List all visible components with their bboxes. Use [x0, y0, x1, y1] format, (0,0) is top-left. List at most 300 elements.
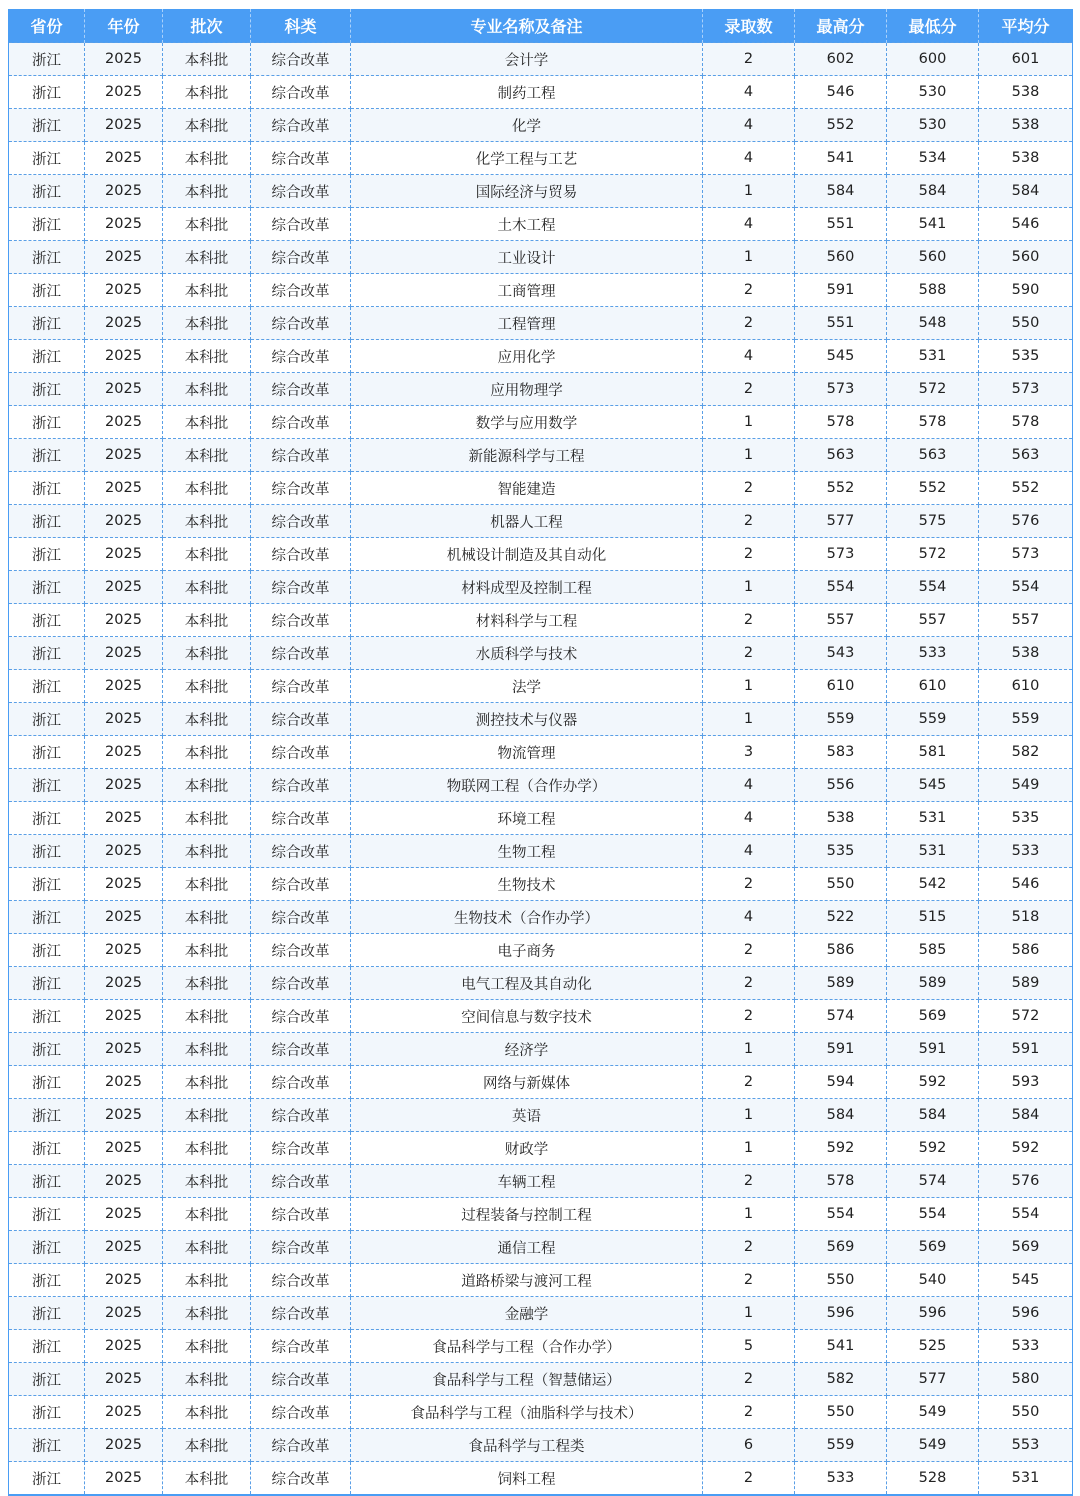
- cell-admitted-count: 2: [703, 1462, 795, 1496]
- cell-province: 浙江: [9, 1297, 85, 1330]
- cell-major-name: 化学工程与工艺: [351, 142, 703, 175]
- cell-major-name: 环境工程: [351, 802, 703, 835]
- cell-year: 2025: [85, 109, 163, 142]
- cell-year: 2025: [85, 307, 163, 340]
- cell-max-score: 559: [795, 703, 887, 736]
- cell-year: 2025: [85, 274, 163, 307]
- cell-admitted-count: 4: [703, 769, 795, 802]
- cell-year: 2025: [85, 175, 163, 208]
- cell-admitted-count: 2: [703, 637, 795, 670]
- cell-min-score: 534: [887, 142, 979, 175]
- cell-province: 浙江: [9, 802, 85, 835]
- cell-avg-score: 550: [979, 307, 1073, 340]
- cell-min-score: 585: [887, 934, 979, 967]
- cell-avg-score: 591: [979, 1033, 1073, 1066]
- cell-major-name: 应用化学: [351, 340, 703, 373]
- cell-max-score: 583: [795, 736, 887, 769]
- cell-max-score: 550: [795, 1396, 887, 1429]
- cell-batch: 本科批: [163, 76, 251, 109]
- cell-subject-type: 综合改革: [251, 1132, 351, 1165]
- cell-subject-type: 综合改革: [251, 868, 351, 901]
- cell-major-name: 水质科学与技术: [351, 637, 703, 670]
- cell-major-name: 应用物理学: [351, 373, 703, 406]
- table-row: [9, 967, 1073, 1000]
- cell-max-score: 582: [795, 1363, 887, 1396]
- cell-max-score: 541: [795, 1330, 887, 1363]
- cell-min-score: 533: [887, 637, 979, 670]
- cell-avg-score: 596: [979, 1297, 1073, 1330]
- table-row: [9, 1099, 1073, 1132]
- cell-admitted-count: 2: [703, 43, 795, 76]
- cell-province: 浙江: [9, 307, 85, 340]
- cell-batch: 本科批: [163, 736, 251, 769]
- cell-year: 2025: [85, 1363, 163, 1396]
- table-row: [9, 175, 1073, 208]
- cell-subject-type: 综合改革: [251, 1231, 351, 1264]
- cell-province: 浙江: [9, 1231, 85, 1264]
- cell-min-score: 530: [887, 76, 979, 109]
- header-avg-score: 平均分: [979, 9, 1073, 43]
- cell-admitted-count: 1: [703, 1099, 795, 1132]
- cell-min-score: 584: [887, 175, 979, 208]
- header-max-score: 最高分: [795, 9, 887, 43]
- table-row: [9, 1462, 1073, 1496]
- cell-admitted-count: 2: [703, 1396, 795, 1429]
- table-row: [9, 1297, 1073, 1330]
- cell-min-score: 575: [887, 505, 979, 538]
- table-row: [9, 109, 1073, 142]
- table-row: [9, 1363, 1073, 1396]
- cell-avg-score: 589: [979, 967, 1073, 1000]
- cell-year: 2025: [85, 373, 163, 406]
- table-row: [9, 43, 1073, 76]
- cell-min-score: 572: [887, 538, 979, 571]
- cell-avg-score: 549: [979, 769, 1073, 802]
- cell-avg-score: 546: [979, 868, 1073, 901]
- cell-min-score: 569: [887, 1231, 979, 1264]
- table-row: [9, 1330, 1073, 1363]
- cell-year: 2025: [85, 1165, 163, 1198]
- cell-batch: 本科批: [163, 142, 251, 175]
- cell-avg-score: 538: [979, 109, 1073, 142]
- cell-max-score: 522: [795, 901, 887, 934]
- table-row: [9, 274, 1073, 307]
- header-batch: 批次: [163, 9, 251, 43]
- cell-year: 2025: [85, 571, 163, 604]
- cell-subject-type: 综合改革: [251, 802, 351, 835]
- cell-admitted-count: 2: [703, 1363, 795, 1396]
- cell-avg-score: 580: [979, 1363, 1073, 1396]
- cell-year: 2025: [85, 604, 163, 637]
- cell-min-score: 515: [887, 901, 979, 934]
- cell-subject-type: 综合改革: [251, 505, 351, 538]
- cell-major-name: 制药工程: [351, 76, 703, 109]
- cell-admitted-count: 2: [703, 505, 795, 538]
- cell-major-name: 材料成型及控制工程: [351, 571, 703, 604]
- cell-batch: 本科批: [163, 406, 251, 439]
- admission-scores-table: [8, 9, 1073, 1496]
- table-row: [9, 934, 1073, 967]
- cell-max-score: 589: [795, 967, 887, 1000]
- cell-year: 2025: [85, 505, 163, 538]
- cell-max-score: 535: [795, 835, 887, 868]
- cell-province: 浙江: [9, 1264, 85, 1297]
- cell-batch: 本科批: [163, 472, 251, 505]
- cell-major-name: 空间信息与数字技术: [351, 1000, 703, 1033]
- cell-batch: 本科批: [163, 670, 251, 703]
- cell-avg-score: 569: [979, 1231, 1073, 1264]
- cell-province: 浙江: [9, 934, 85, 967]
- cell-province: 浙江: [9, 43, 85, 76]
- cell-major-name: 电子商务: [351, 934, 703, 967]
- cell-year: 2025: [85, 406, 163, 439]
- cell-major-name: 机器人工程: [351, 505, 703, 538]
- cell-year: 2025: [85, 1264, 163, 1297]
- table-row: [9, 769, 1073, 802]
- cell-province: 浙江: [9, 1330, 85, 1363]
- cell-province: 浙江: [9, 439, 85, 472]
- table-row: [9, 505, 1073, 538]
- cell-min-score: 574: [887, 1165, 979, 1198]
- table-row: [9, 1033, 1073, 1066]
- cell-min-score: 531: [887, 802, 979, 835]
- table-row: [9, 1264, 1073, 1297]
- cell-year: 2025: [85, 1396, 163, 1429]
- cell-avg-score: 582: [979, 736, 1073, 769]
- cell-province: 浙江: [9, 901, 85, 934]
- cell-avg-score: 593: [979, 1066, 1073, 1099]
- cell-avg-score: 554: [979, 1198, 1073, 1231]
- cell-batch: 本科批: [163, 1132, 251, 1165]
- cell-batch: 本科批: [163, 340, 251, 373]
- cell-max-score: 550: [795, 868, 887, 901]
- cell-max-score: 592: [795, 1132, 887, 1165]
- cell-min-score: 592: [887, 1066, 979, 1099]
- table-row: [9, 1165, 1073, 1198]
- cell-min-score: 530: [887, 109, 979, 142]
- cell-avg-score: 550: [979, 1396, 1073, 1429]
- cell-batch: 本科批: [163, 967, 251, 1000]
- cell-min-score: 554: [887, 571, 979, 604]
- cell-subject-type: 综合改革: [251, 604, 351, 637]
- cell-batch: 本科批: [163, 1000, 251, 1033]
- cell-admitted-count: 4: [703, 340, 795, 373]
- cell-subject-type: 综合改革: [251, 1330, 351, 1363]
- cell-batch: 本科批: [163, 208, 251, 241]
- cell-major-name: 电气工程及其自动化: [351, 967, 703, 1000]
- cell-avg-score: 610: [979, 670, 1073, 703]
- cell-major-name: 生物工程: [351, 835, 703, 868]
- cell-batch: 本科批: [163, 43, 251, 76]
- cell-avg-score: 560: [979, 241, 1073, 274]
- cell-min-score: 549: [887, 1396, 979, 1429]
- cell-batch: 本科批: [163, 538, 251, 571]
- cell-max-score: 560: [795, 241, 887, 274]
- cell-subject-type: 综合改革: [251, 934, 351, 967]
- header-year: 年份: [85, 9, 163, 43]
- cell-admitted-count: 1: [703, 1198, 795, 1231]
- table-row: [9, 373, 1073, 406]
- cell-province: 浙江: [9, 142, 85, 175]
- cell-province: 浙江: [9, 736, 85, 769]
- cell-batch: 本科批: [163, 1231, 251, 1264]
- cell-admitted-count: 2: [703, 472, 795, 505]
- cell-min-score: 531: [887, 340, 979, 373]
- cell-year: 2025: [85, 1330, 163, 1363]
- table-body: [9, 43, 1073, 1496]
- cell-year: 2025: [85, 967, 163, 1000]
- cell-admitted-count: 2: [703, 1264, 795, 1297]
- cell-province: 浙江: [9, 604, 85, 637]
- table-row: [9, 208, 1073, 241]
- header-row: [9, 9, 1073, 43]
- cell-subject-type: 综合改革: [251, 439, 351, 472]
- cell-max-score: 578: [795, 406, 887, 439]
- cell-batch: 本科批: [163, 1165, 251, 1198]
- cell-avg-score: 573: [979, 538, 1073, 571]
- cell-major-name: 数学与应用数学: [351, 406, 703, 439]
- cell-min-score: 591: [887, 1033, 979, 1066]
- cell-year: 2025: [85, 142, 163, 175]
- cell-batch: 本科批: [163, 1363, 251, 1396]
- cell-batch: 本科批: [163, 1396, 251, 1429]
- cell-min-score: 554: [887, 1198, 979, 1231]
- cell-major-name: 工程管理: [351, 307, 703, 340]
- cell-province: 浙江: [9, 703, 85, 736]
- header-province: 省份: [9, 9, 85, 43]
- cell-province: 浙江: [9, 538, 85, 571]
- cell-subject-type: 综合改革: [251, 1198, 351, 1231]
- cell-avg-score: 572: [979, 1000, 1073, 1033]
- cell-year: 2025: [85, 1099, 163, 1132]
- cell-avg-score: 573: [979, 373, 1073, 406]
- cell-max-score: 551: [795, 208, 887, 241]
- cell-max-score: 586: [795, 934, 887, 967]
- cell-min-score: 559: [887, 703, 979, 736]
- cell-subject-type: 综合改革: [251, 76, 351, 109]
- cell-subject-type: 综合改革: [251, 1264, 351, 1297]
- cell-admitted-count: 4: [703, 901, 795, 934]
- cell-admitted-count: 1: [703, 439, 795, 472]
- table-row: [9, 1132, 1073, 1165]
- cell-province: 浙江: [9, 1000, 85, 1033]
- cell-max-score: 596: [795, 1297, 887, 1330]
- cell-major-name: 饲料工程: [351, 1462, 703, 1496]
- cell-avg-score: 546: [979, 208, 1073, 241]
- cell-year: 2025: [85, 802, 163, 835]
- cell-min-score: 552: [887, 472, 979, 505]
- cell-avg-score: 554: [979, 571, 1073, 604]
- table-row: [9, 802, 1073, 835]
- cell-admitted-count: 1: [703, 1033, 795, 1066]
- cell-major-name: 通信工程: [351, 1231, 703, 1264]
- cell-subject-type: 综合改革: [251, 109, 351, 142]
- cell-min-score: 549: [887, 1429, 979, 1462]
- cell-admitted-count: 1: [703, 571, 795, 604]
- cell-subject-type: 综合改革: [251, 835, 351, 868]
- cell-year: 2025: [85, 538, 163, 571]
- cell-max-score: 546: [795, 76, 887, 109]
- table-row: [9, 835, 1073, 868]
- cell-major-name: 工业设计: [351, 241, 703, 274]
- table-row: [9, 142, 1073, 175]
- table-row: [9, 1396, 1073, 1429]
- cell-min-score: 588: [887, 274, 979, 307]
- cell-subject-type: 综合改革: [251, 274, 351, 307]
- header-subject-type: 科类: [251, 9, 351, 43]
- cell-max-score: 591: [795, 274, 887, 307]
- cell-avg-score: 518: [979, 901, 1073, 934]
- cell-subject-type: 综合改革: [251, 208, 351, 241]
- cell-subject-type: 综合改革: [251, 1099, 351, 1132]
- cell-admitted-count: 2: [703, 307, 795, 340]
- cell-avg-score: 538: [979, 142, 1073, 175]
- cell-batch: 本科批: [163, 604, 251, 637]
- cell-max-score: 591: [795, 1033, 887, 1066]
- cell-min-score: 592: [887, 1132, 979, 1165]
- cell-province: 浙江: [9, 571, 85, 604]
- cell-avg-score: 545: [979, 1264, 1073, 1297]
- cell-admitted-count: 5: [703, 1330, 795, 1363]
- cell-province: 浙江: [9, 241, 85, 274]
- cell-admitted-count: 4: [703, 835, 795, 868]
- cell-admitted-count: 2: [703, 1165, 795, 1198]
- table-row: [9, 1429, 1073, 1462]
- cell-avg-score: 533: [979, 1330, 1073, 1363]
- cell-major-name: 新能源科学与工程: [351, 439, 703, 472]
- cell-batch: 本科批: [163, 1462, 251, 1496]
- cell-year: 2025: [85, 43, 163, 76]
- table-row: [9, 439, 1073, 472]
- table-row: [9, 406, 1073, 439]
- cell-year: 2025: [85, 340, 163, 373]
- cell-year: 2025: [85, 1066, 163, 1099]
- cell-subject-type: 综合改革: [251, 472, 351, 505]
- cell-batch: 本科批: [163, 175, 251, 208]
- cell-max-score: 559: [795, 1429, 887, 1462]
- cell-year: 2025: [85, 703, 163, 736]
- cell-year: 2025: [85, 901, 163, 934]
- cell-min-score: 563: [887, 439, 979, 472]
- cell-province: 浙江: [9, 769, 85, 802]
- cell-admitted-count: 2: [703, 868, 795, 901]
- cell-max-score: 551: [795, 307, 887, 340]
- cell-max-score: 594: [795, 1066, 887, 1099]
- cell-batch: 本科批: [163, 1429, 251, 1462]
- cell-year: 2025: [85, 1297, 163, 1330]
- cell-subject-type: 综合改革: [251, 1462, 351, 1496]
- cell-year: 2025: [85, 1132, 163, 1165]
- cell-avg-score: 584: [979, 1099, 1073, 1132]
- cell-major-name: 金融学: [351, 1297, 703, 1330]
- cell-batch: 本科批: [163, 769, 251, 802]
- cell-min-score: 540: [887, 1264, 979, 1297]
- table-row: [9, 901, 1073, 934]
- header-min-score: 最低分: [887, 9, 979, 43]
- table-row: [9, 1231, 1073, 1264]
- cell-avg-score: 601: [979, 43, 1073, 76]
- cell-max-score: 577: [795, 505, 887, 538]
- cell-year: 2025: [85, 769, 163, 802]
- cell-max-score: 533: [795, 1462, 887, 1496]
- cell-min-score: 572: [887, 373, 979, 406]
- cell-subject-type: 综合改革: [251, 703, 351, 736]
- cell-max-score: 554: [795, 571, 887, 604]
- cell-avg-score: 538: [979, 637, 1073, 670]
- cell-year: 2025: [85, 868, 163, 901]
- cell-major-name: 化学: [351, 109, 703, 142]
- cell-max-score: 543: [795, 637, 887, 670]
- cell-max-score: 545: [795, 340, 887, 373]
- cell-year: 2025: [85, 208, 163, 241]
- cell-major-name: 食品科学与工程（油脂科学与技术）: [351, 1396, 703, 1429]
- cell-province: 浙江: [9, 1363, 85, 1396]
- cell-major-name: 物联网工程（合作办学）: [351, 769, 703, 802]
- cell-max-score: 573: [795, 538, 887, 571]
- table-row: [9, 604, 1073, 637]
- table-row: [9, 571, 1073, 604]
- cell-year: 2025: [85, 1429, 163, 1462]
- cell-major-name: 材料科学与工程: [351, 604, 703, 637]
- cell-admitted-count: 2: [703, 604, 795, 637]
- cell-subject-type: 综合改革: [251, 1000, 351, 1033]
- table-row: [9, 1198, 1073, 1231]
- cell-admitted-count: 2: [703, 538, 795, 571]
- cell-province: 浙江: [9, 406, 85, 439]
- cell-province: 浙江: [9, 505, 85, 538]
- cell-subject-type: 综合改革: [251, 241, 351, 274]
- cell-province: 浙江: [9, 1165, 85, 1198]
- cell-subject-type: 综合改革: [251, 670, 351, 703]
- cell-min-score: 545: [887, 769, 979, 802]
- cell-admitted-count: 2: [703, 1066, 795, 1099]
- cell-min-score: 531: [887, 835, 979, 868]
- cell-major-name: 会计学: [351, 43, 703, 76]
- cell-province: 浙江: [9, 1132, 85, 1165]
- cell-subject-type: 综合改革: [251, 538, 351, 571]
- cell-year: 2025: [85, 736, 163, 769]
- cell-province: 浙江: [9, 340, 85, 373]
- table-row: [9, 670, 1073, 703]
- cell-admitted-count: 4: [703, 208, 795, 241]
- cell-avg-score: 557: [979, 604, 1073, 637]
- cell-avg-score: 552: [979, 472, 1073, 505]
- cell-subject-type: 综合改革: [251, 307, 351, 340]
- cell-admitted-count: 1: [703, 175, 795, 208]
- cell-avg-score: 563: [979, 439, 1073, 472]
- cell-province: 浙江: [9, 835, 85, 868]
- cell-major-name: 网络与新媒体: [351, 1066, 703, 1099]
- cell-admitted-count: 2: [703, 967, 795, 1000]
- cell-avg-score: 586: [979, 934, 1073, 967]
- cell-province: 浙江: [9, 637, 85, 670]
- table-row: [9, 538, 1073, 571]
- cell-province: 浙江: [9, 274, 85, 307]
- cell-min-score: 528: [887, 1462, 979, 1496]
- cell-min-score: 541: [887, 208, 979, 241]
- cell-max-score: 552: [795, 109, 887, 142]
- table-row: [9, 703, 1073, 736]
- cell-avg-score: 592: [979, 1132, 1073, 1165]
- cell-province: 浙江: [9, 967, 85, 1000]
- cell-major-name: 过程装备与控制工程: [351, 1198, 703, 1231]
- cell-max-score: 538: [795, 802, 887, 835]
- cell-batch: 本科批: [163, 703, 251, 736]
- cell-subject-type: 综合改革: [251, 175, 351, 208]
- cell-max-score: 584: [795, 175, 887, 208]
- table-row: [9, 1000, 1073, 1033]
- cell-year: 2025: [85, 934, 163, 967]
